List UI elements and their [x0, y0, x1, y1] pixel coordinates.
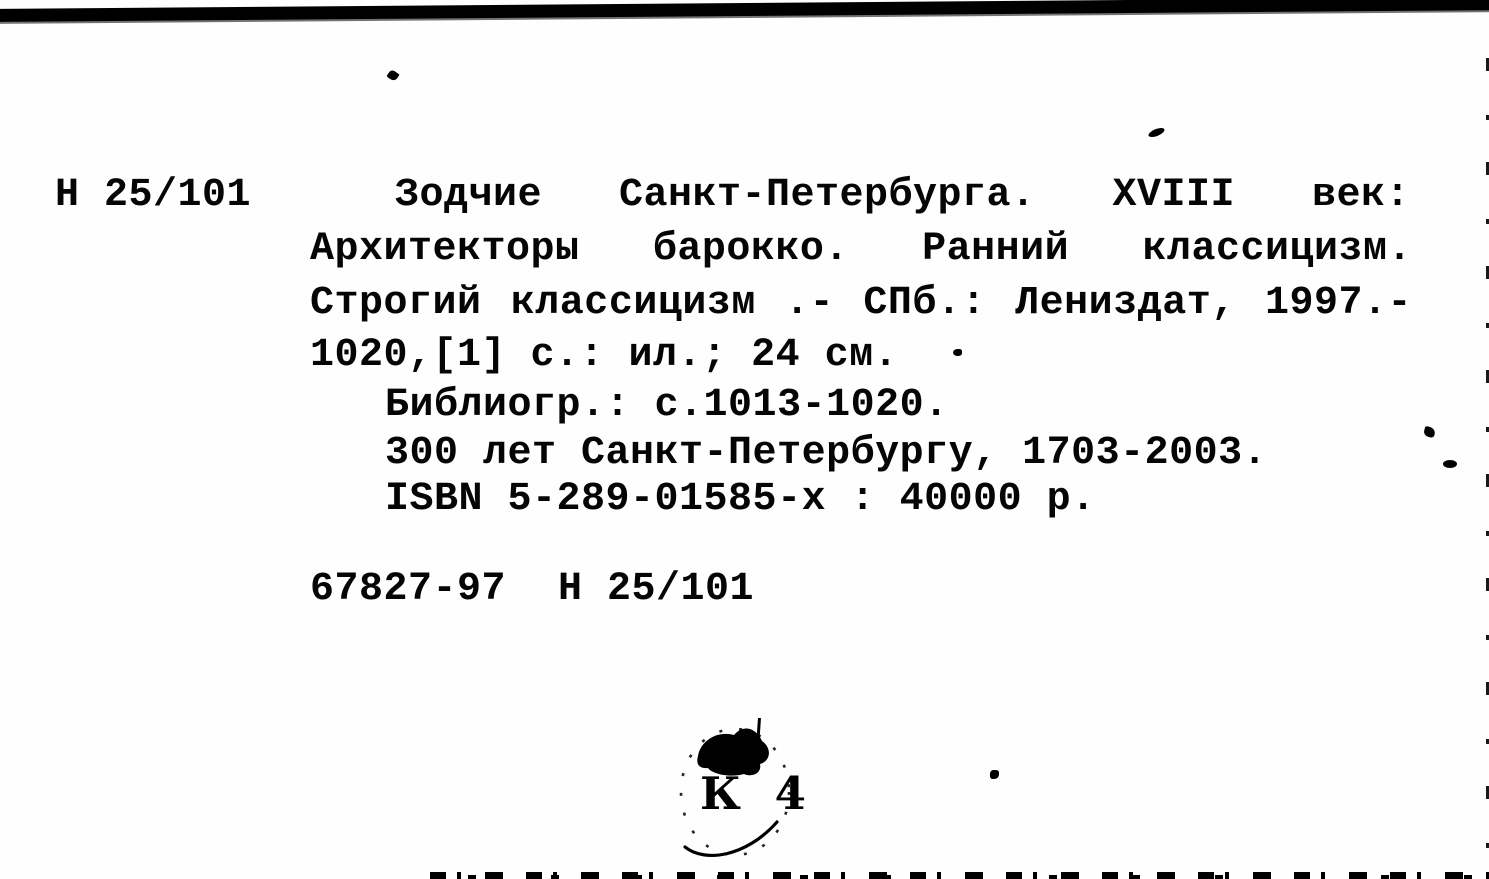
anniversary-note-line: 300 лет Санкт-Петербургу, 1703-2003. — [385, 431, 1268, 476]
call-number: Н 25/101 — [55, 173, 252, 218]
library-stamp — [658, 712, 828, 867]
scan-speck — [953, 349, 962, 356]
scan-bottom-cutoff-text — [430, 870, 1489, 879]
shelf-mark-repeat: Н 25/101 — [558, 567, 755, 612]
scan-speck — [990, 770, 999, 779]
stamp-label: К 4 — [700, 767, 815, 820]
scan-speck — [386, 69, 399, 82]
scan-speck — [1423, 426, 1436, 439]
bibliography-note-line: Библиогр.: с.1013-1020. — [385, 383, 949, 428]
stamp-arc-icon — [685, 822, 777, 855]
collation-line: 1020,[1] с.: ил.; 24 см. — [310, 333, 899, 378]
scan-speck — [1443, 460, 1457, 468]
imprint-line: Строгий классицизм .- СПб.: Лениздат, 1997.- — [310, 281, 1412, 326]
accession-number: 67827-97 — [310, 567, 507, 612]
scan-top-edge — [0, 0, 1489, 22]
subtitle-line: Архитекторы барокко. Ранний классицизм. — [310, 227, 1412, 272]
scan-speck — [1147, 126, 1165, 139]
title-line: Зодчие Санкт-Петербурга. XVIII век: — [395, 173, 1410, 218]
isbn-price-line: ISBN 5-289-01585-х : 40000 р. — [385, 477, 1096, 522]
accession-row — [310, 566, 754, 614]
